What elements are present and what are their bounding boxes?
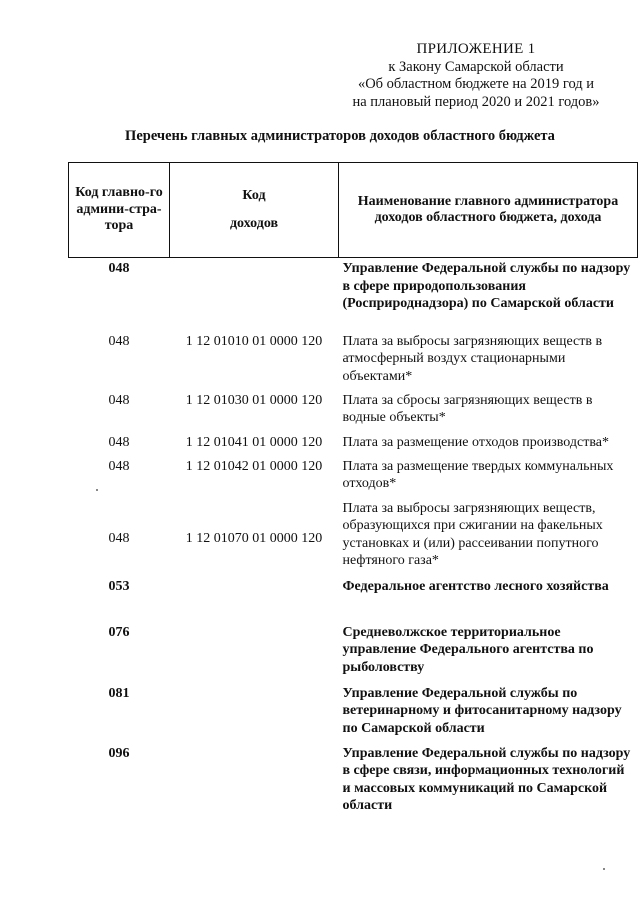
cell-name: Плата за сбросы загрязняющих веществ в водные объекты* [342, 392, 593, 425]
cell-name: Управление Федеральной службы по ветеринарному и фитосанитарному надзору по Самарской области [342, 685, 622, 736]
cell-name: Управление Федеральной службы по надзору в сфере природопользования (Росприроднадзора) по Самарской области [342, 261, 631, 311]
header-admin-code: Код главно-го админи-стра-тора [69, 163, 170, 258]
cell-admin-code: 053 [108, 578, 130, 594]
cell-revenue-code: 1 12 01010 01 0000 120 [185, 333, 323, 349]
cell-revenue-code: 1 12 01070 01 0000 120 [185, 530, 323, 546]
scan-speck [96, 489, 98, 491]
cell-admin-code: 048 [108, 333, 130, 349]
header-revenue-code [170, 163, 339, 258]
table-row [69, 745, 638, 820]
annex-header [340, 41, 612, 111]
header-revenue-code-line: Код [242, 187, 266, 203]
cell-name: Управление Федеральной службы по надзору в сфере связи, информационных технологий и массовых коммуникаций по Самарской области [342, 745, 631, 813]
cell-admin-code: 081 [108, 685, 130, 701]
cell-revenue-code [170, 578, 339, 624]
cell-name: Средневолжское территориальное управление Федерального агентства по рыболовству [342, 624, 594, 675]
annex-line: на плановый период 2020 и 2021 годов» [352, 93, 600, 110]
cell-revenue-code [170, 258, 339, 333]
document-title: Перечень главных администраторов доходов областного бюджета [125, 128, 555, 144]
administrators-table [68, 162, 631, 820]
table-row [69, 624, 638, 685]
cell-admin-code: 048 [108, 261, 130, 276]
cell-admin-code: 048 [108, 530, 130, 546]
table-header-row [69, 163, 638, 258]
cell-name: Плата за выбросы загрязняющих веществ, образующихся при сжигании на факельных установках и (или) рассеивании попутного нефтяного газа* [342, 500, 603, 568]
table-row [69, 333, 638, 392]
cell-name: Плата за выбросы загрязняющих веществ в атмосферный воздух стационарными объектами* [342, 333, 603, 384]
table-row [69, 500, 638, 578]
cell-name: Плата за размещение отходов производства* [342, 434, 609, 450]
cell-revenue-code [170, 624, 339, 685]
table-row [69, 458, 638, 500]
cell-admin-code: 048 [108, 434, 130, 450]
table-row [69, 392, 638, 434]
cell-admin-code: 076 [108, 624, 130, 640]
cell-revenue-code: 1 12 01030 01 0000 120 [185, 392, 323, 408]
scan-speck [603, 868, 605, 870]
cell-admin-code: 048 [108, 458, 130, 474]
annex-line: к Закону Самарской области [388, 58, 564, 75]
cell-revenue-code [170, 745, 339, 820]
table-row [69, 434, 638, 458]
header-revenue-code-line: доходов [229, 216, 279, 231]
annex-line: «Об областном бюджете на 2019 год и [357, 76, 595, 92]
table-row [69, 685, 638, 745]
cell-revenue-code [170, 685, 339, 745]
cell-revenue-code: 1 12 01042 01 0000 120 [185, 458, 323, 474]
annex-title: ПРИЛОЖЕНИЕ 1 [416, 41, 536, 57]
cell-admin-code: 048 [108, 392, 130, 408]
cell-name: Плата за размещение твердых коммунальных отходов* [342, 458, 614, 491]
table-row [69, 258, 638, 333]
table-row [69, 578, 638, 624]
header-name: Наименование главного администратора доходов областного бюджета, дохода [339, 163, 638, 258]
cell-admin-code: 096 [108, 745, 130, 761]
cell-name: Федеральное агентство лесного хозяйства [342, 578, 609, 594]
cell-revenue-code: 1 12 01041 01 0000 120 [185, 434, 323, 450]
